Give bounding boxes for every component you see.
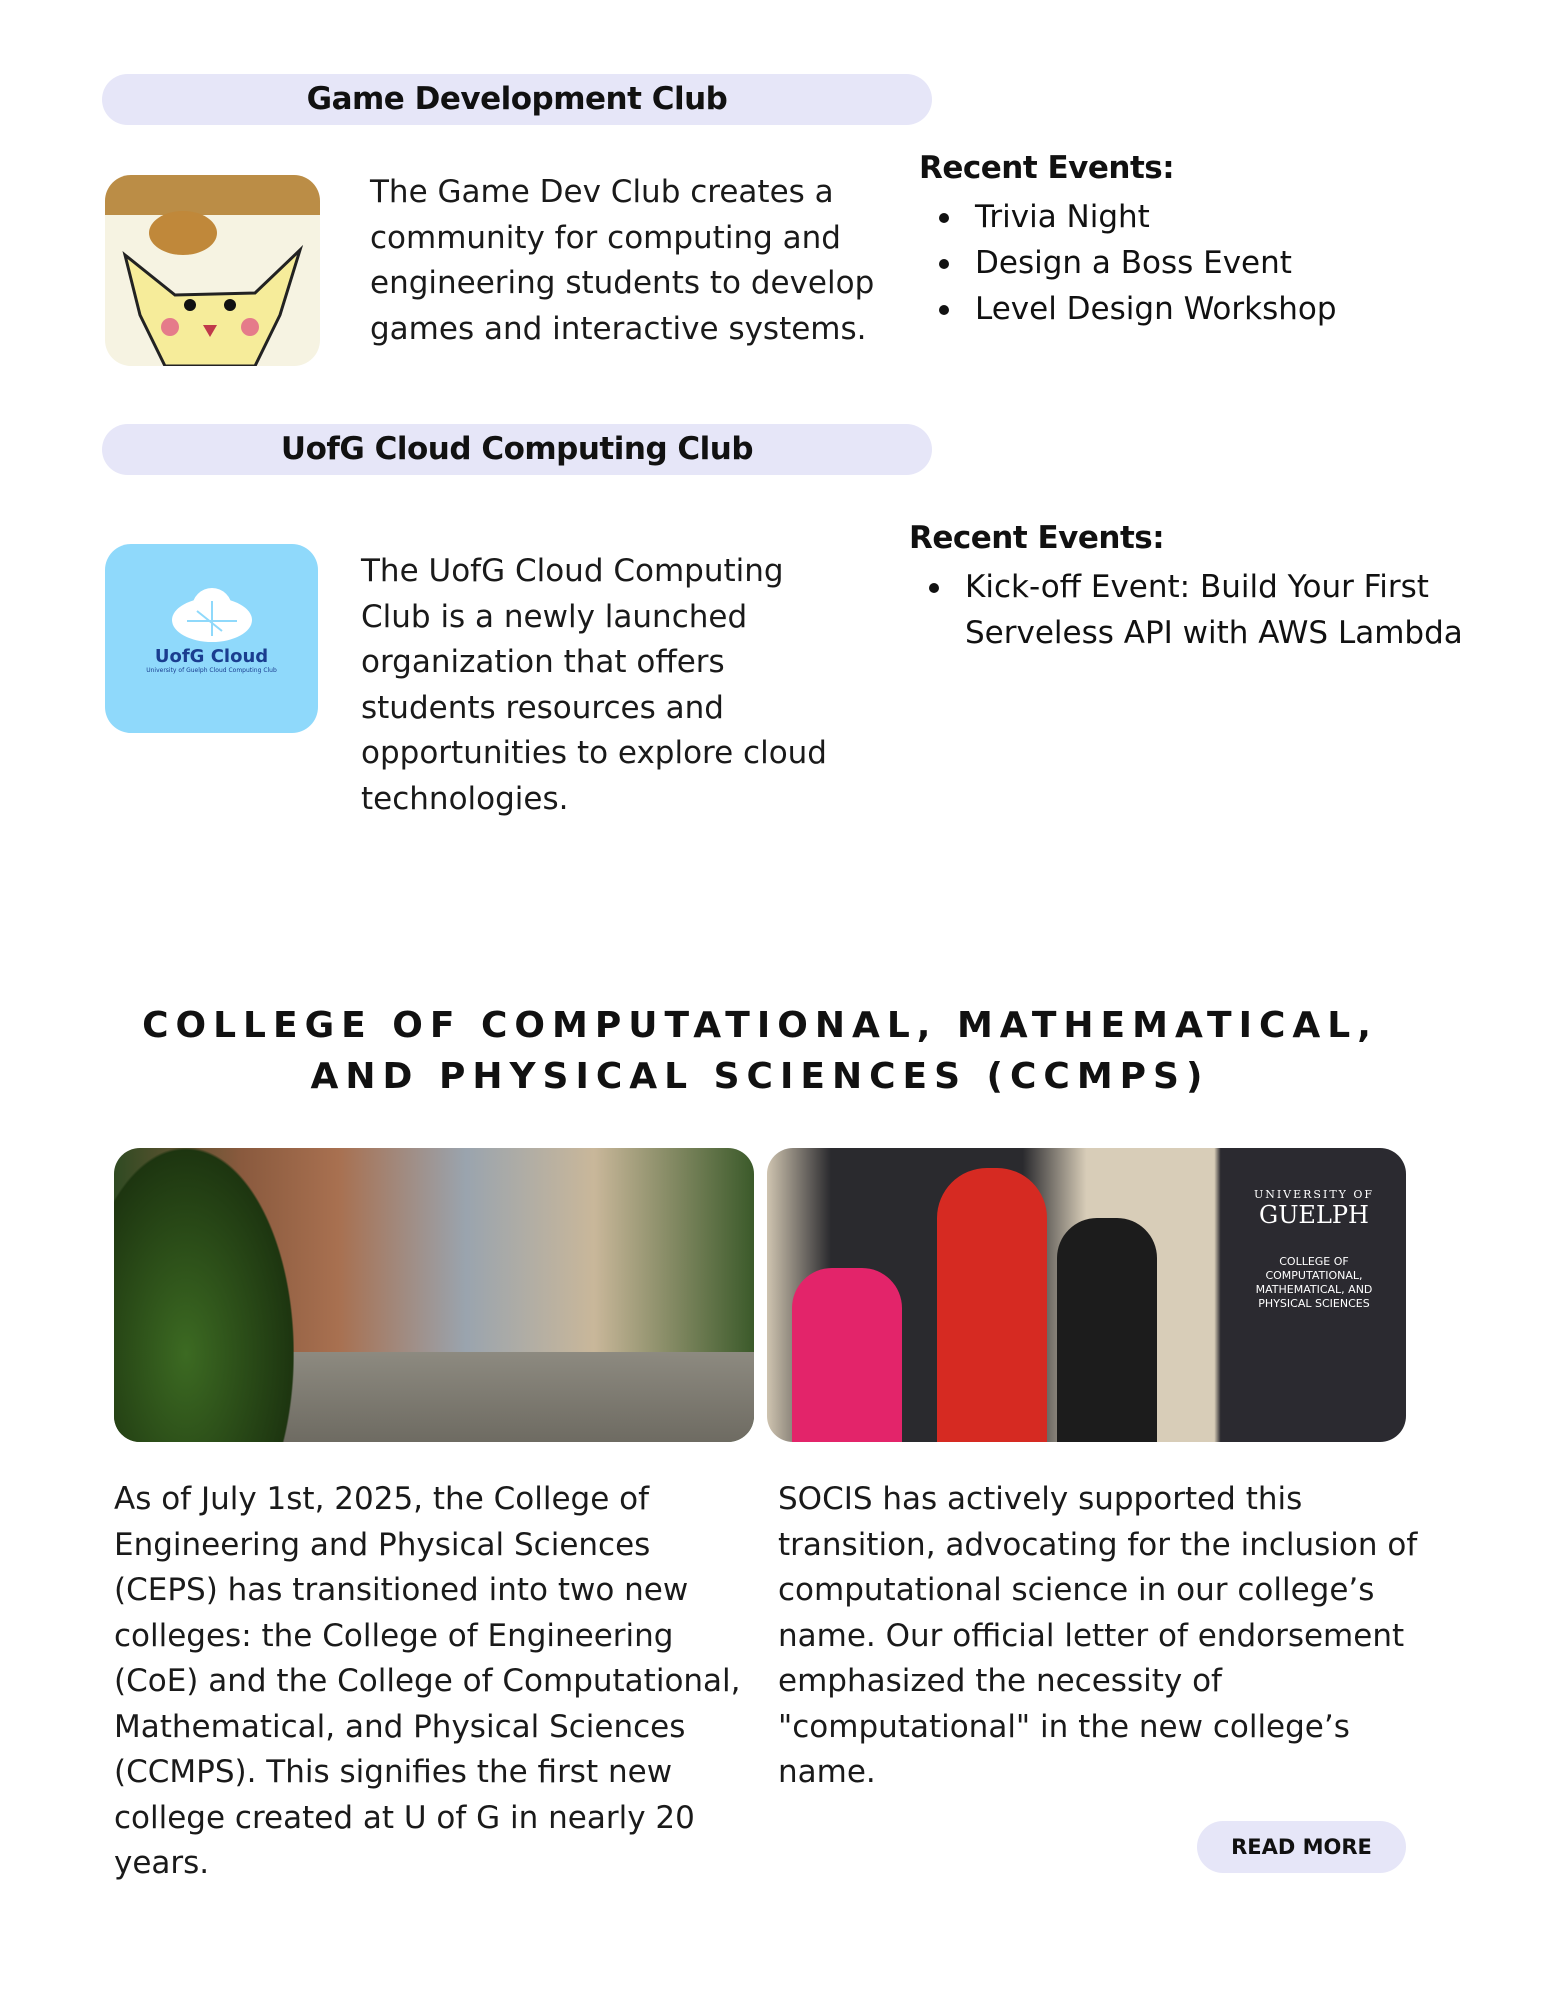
banner-line2: GUELPH [1259,1201,1369,1229]
club-description-game-dev: The Game Dev Club creates a community for computing and engineering students to develop games and interactive systems. [370,174,875,347]
event-item: Design a Boss Event [933,240,1337,286]
events-list-game-dev [933,194,1337,332]
logo-subtext: University of Guelph Cloud Computing Club [146,667,277,674]
club-description-cloud: The UofG Cloud Computing Club is a newly launched organization that offers students resources and opportunities to explore cloud technologies. [361,553,827,817]
event-item: Trivia Night [933,194,1337,240]
event-photo [767,1148,1406,1442]
ccmps-title: COLLEGE OF COMPUTATIONAL, MATHEMATICAL, AND PHYSICAL SCIENCES (CCMPS) [142,1005,1378,1097]
banner-college: COLLEGE OF COMPUTATIONAL, MATHEMATICAL, AND PHYSICAL SCIENCES [1255,1255,1373,1310]
banner-line1: UNIVERSITY OF [1253,1188,1375,1201]
club-header-cloud: UofG Cloud Computing Club [102,424,932,475]
ccmps-left-text: As of July 1st, 2025, the College of Engineering and Physical Sciences (CEPS) has transitioned into two new colleges: the College of Engineering (CoE) and the College of Computational, Mathematical, and Physical Sciences (CCMPS). This signifies the first new college created at U of G in nearly 20 years. [114,1481,741,1881]
atrium-photo [114,1148,754,1442]
ccmps-right-text: SOCIS has actively supported this transition, advocating for the inclusion of computational science in our college’s name. Our official letter of endorsement emphasized the necessity of "computational" in the new college’s name. [778,1481,1418,1790]
recent-events-heading: Recent Events: [909,520,1165,556]
club-header-game-dev: Game Development Club [102,74,932,125]
read-more-button[interactable]: READ MORE [1197,1821,1406,1873]
event-item: Kick-off Event: Build Your First Serveless API with AWS Lambda [923,564,1463,656]
cloud-club-logo-image [105,544,318,733]
event-item: Level Design Workshop [933,286,1337,332]
recent-events-heading: Recent Events: [919,150,1175,186]
logo-text: UofG Cloud [154,646,269,667]
events-list-cloud [923,564,1463,656]
cloud-icon [167,586,257,646]
pikachu-logo-image [105,175,320,366]
